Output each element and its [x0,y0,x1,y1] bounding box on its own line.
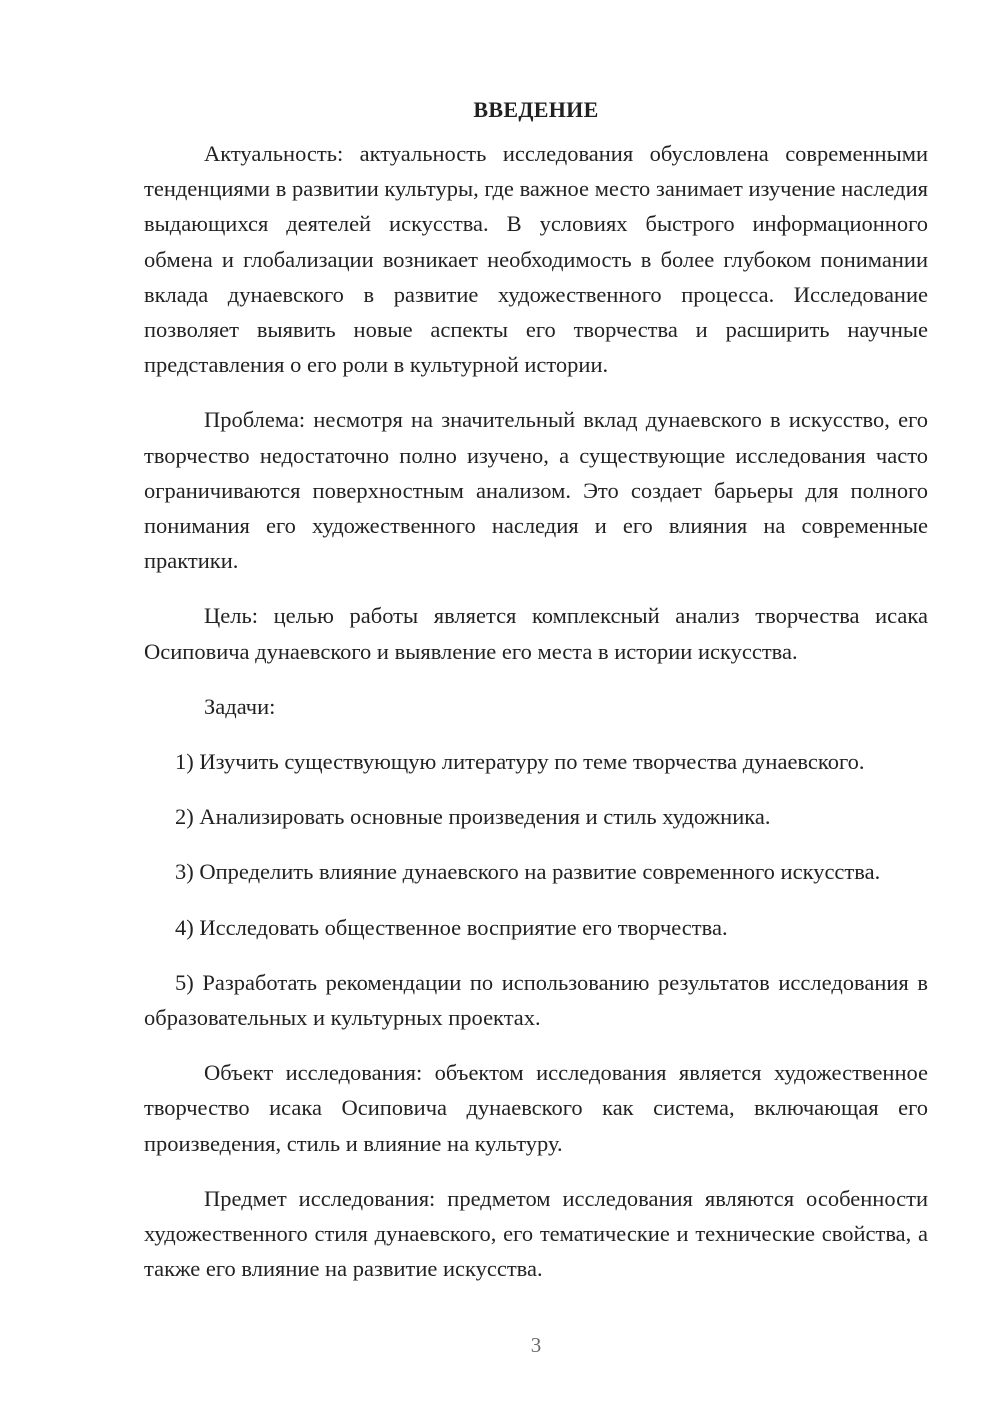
page-number: 3 [530,1333,542,1357]
paragraph-problem: Проблема: несмотря на значительный вклад дунаевского в искусство, его творчество недостаточно полно изучено, а существующие исследования часто ограничиваются поверхностным анализом. Это создает барьеры для полного понимания его художественного наследия и его влияния на современные практики. [144,407,928,574]
paragraph-goal: Цель: целью работы является комплексный анализ творчества исака Осиповича дунаевского и выявление его места в истории искусства. [144,603,928,664]
paragraph-object: Объект исследования: объектом исследования является художественное творчество исака Осиповича дунаевского как система, включающая его произведения, стиль и влияние на культуру. [144,1060,928,1156]
task-item-5: 5) Разработать рекомендации по использованию результатов исследования в образовательных и культурных проектах. [144,969,928,1031]
task-item-4: 4) Исследовать общественное восприятие его творчества. [175,914,728,940]
section-title: ВВЕДЕНИЕ [473,97,599,122]
task-item-1: 1) Изучить существующую литературу по теме творчества дунаевского. [175,749,865,775]
page-content [144,95,928,1286]
tasks-heading: Задачи: [204,693,276,719]
task-item-3: 3) Определить влияние дунаевского на развитие современного искусства. [175,859,881,885]
paragraph-subject: Предмет исследования: предметом исследования являются особенности художественного стиля дунаевского, его тематические и технические свойства, а также его влияние на развитие искусства. [144,1185,928,1282]
paragraph-relevance: Актуальность: актуальность исследования обусловлена современными тенденциями в развитии культуры, где важное место занимает изучение наследия выдающихся деятелей искусства. В условиях быстрого информационного обмена и глобализации возникает необходимость в более глубоком понимании вклада дунаевского в развитие художественного процесса. Исследование позволяет выявить новые аспекты его творчества и расширить научные представления о его роли в культурной истории. [144,141,928,378]
task-item-2: 2) Анализировать основные произведения и стиль художника. [175,804,771,830]
